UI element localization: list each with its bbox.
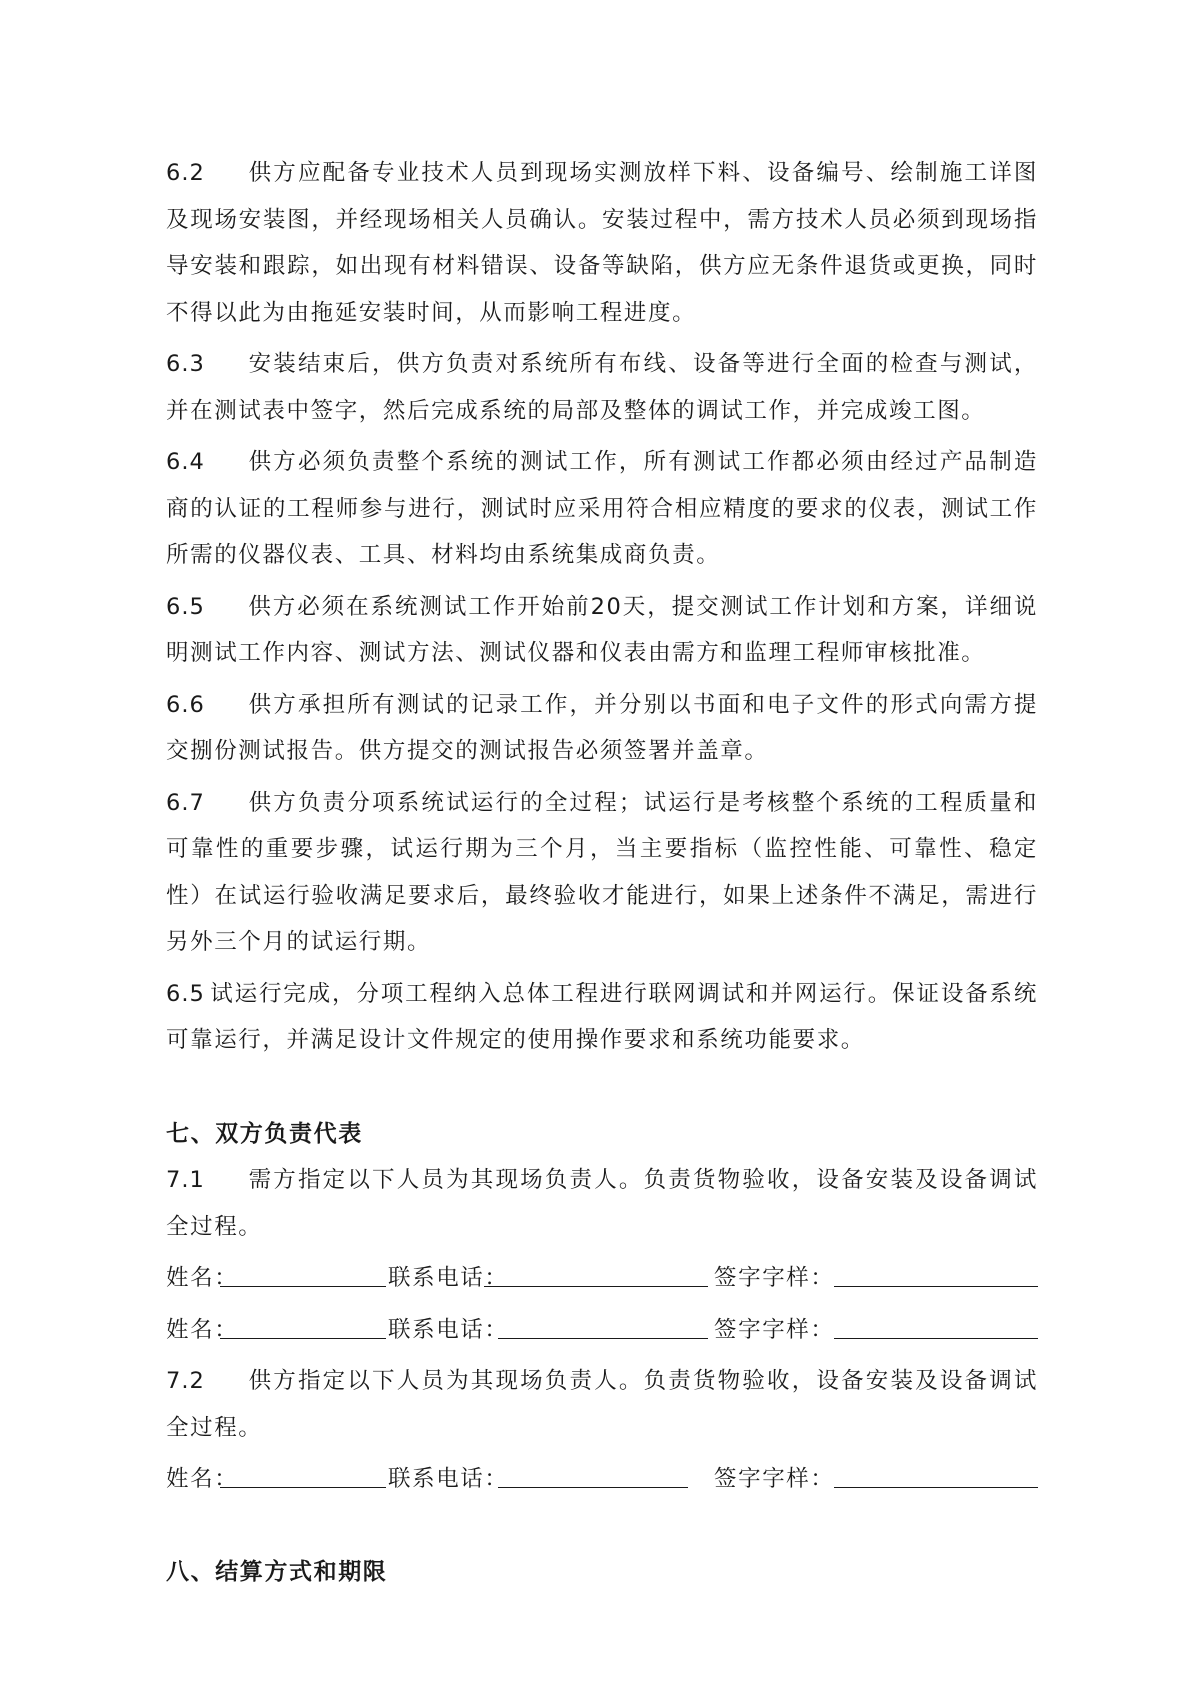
clause-number: 7.2: [166, 1368, 205, 1394]
clause-7-1: [166, 1157, 1038, 1250]
signature-label: 签字字样：: [714, 1265, 835, 1291]
clause-text: 供方必须负责整个系统的测试工作，所有测试工作都必须由经过产品制造商的认证的工程师参与进行，测试时应采用符合相应精度的要求的仪表，测试工作所需的仪器仪表、工具、材料均由系统集成商负责。: [166, 449, 1038, 568]
clause-6-2: [166, 150, 1038, 336]
clause-6-3: [166, 341, 1038, 434]
phone-blank[interactable]: [484, 1286, 708, 1287]
phone-blank[interactable]: [498, 1338, 708, 1339]
clause-number: 6.4: [166, 449, 205, 475]
clause-text: 供方必须在系统测试工作开始前20天，提交测试工作计划和方案，详细说明测试工作内容、测试方法、测试仪器和仪表由需方和监理工程师审核批准。: [166, 593, 1038, 666]
clause-text: 供方承担所有测试的记录工作，并分别以书面和电子文件的形式向需方提交捌份测试报告。供方提交的测试报告必须签署并盖章。: [166, 691, 1038, 764]
name-blank[interactable]: [220, 1338, 386, 1339]
name-label: 姓名：: [166, 1316, 239, 1343]
clause-6-4: [166, 439, 1038, 579]
name-blank[interactable]: [220, 1487, 386, 1488]
clause-text: 安装结束后，供方负责对系统所有布线、设备等进行全面的检查与测试，并在测试表中签字，然后完成系统的局部及整体的调试工作，并完成竣工图。: [166, 351, 1038, 424]
signature-blank[interactable]: [834, 1338, 1038, 1339]
clause-number: 6.5: [166, 593, 205, 620]
clause-6-6: [166, 682, 1038, 775]
clause-6-7: [166, 780, 1038, 966]
phone-blank[interactable]: [498, 1487, 688, 1488]
phone-label: 联系电话：: [388, 1466, 509, 1492]
signature-label: 签字字样：: [714, 1466, 835, 1492]
clause-text: 试运行完成，分项工程纳入总体工程进行联网调试和并网运行。保证设备系统可靠运行，并满足设计文件规定的使用操作要求和系统功能要求。: [166, 980, 1038, 1053]
clause-number: 6.3: [166, 351, 205, 377]
clause-text: 供方负责分项系统试运行的全过程；试运行是考核整个系统的工程质量和可靠性的重要步骤，试运行期为三个月，当主要指标（监控性能、可靠性、稳定性）在试运行验收满足要求后，最终验收才能进行，如果上述条件不满足，需进行另外三个月的试运行期。: [166, 789, 1038, 955]
name-label: 姓名：: [166, 1466, 239, 1492]
phone-label: 联系电话：: [388, 1316, 509, 1343]
clause-number: 6.7: [166, 789, 205, 816]
clause-6-5: [166, 584, 1038, 677]
signature-label: 签字字样：: [714, 1316, 835, 1343]
clause-text: 需方指定以下人员为其现场负责人。负责货物验收，设备安装及设备调试全过程。: [166, 1167, 1038, 1240]
clause-6-5-trial-run: [166, 971, 1038, 1064]
page-content: [166, 150, 1038, 1595]
clause-number: 6.6: [166, 691, 205, 718]
name-label: 姓名：: [166, 1265, 239, 1291]
clause-number: 7.1: [166, 1167, 205, 1193]
clause-number: 6.5: [166, 980, 205, 1007]
name-blank[interactable]: [220, 1286, 386, 1287]
section-7-heading: 七、双方负责代表: [166, 1120, 363, 1147]
clause-number: 6.2: [166, 160, 205, 186]
clause-text: 供方指定以下人员为其现场负责人。负责货物验收，设备安装及设备调试全过程。: [166, 1368, 1038, 1441]
buyer-rep-row-1: [166, 1255, 1038, 1302]
clause-text: 供方应配备专业技术人员到现场实测放样下料、设备编号、绘制施工详图及现场安装图，并经现场相关人员确认。安装过程中，需方技术人员必须到现场指导安装和跟踪，如出现有材料错误、设备等缺陷，供方应无条件退货或更换，同时不得以此为由拖延安装时间，从而影响工程进度。: [166, 160, 1038, 326]
signature-blank[interactable]: [834, 1487, 1038, 1488]
signature-blank[interactable]: [834, 1286, 1038, 1287]
section-8-heading: 八、结算方式和期限: [166, 1558, 388, 1585]
supplier-rep-row: [166, 1456, 1038, 1503]
buyer-rep-row-2: [166, 1307, 1038, 1354]
phone-label: 联系电话：: [388, 1265, 509, 1291]
clause-7-2: [166, 1358, 1038, 1451]
